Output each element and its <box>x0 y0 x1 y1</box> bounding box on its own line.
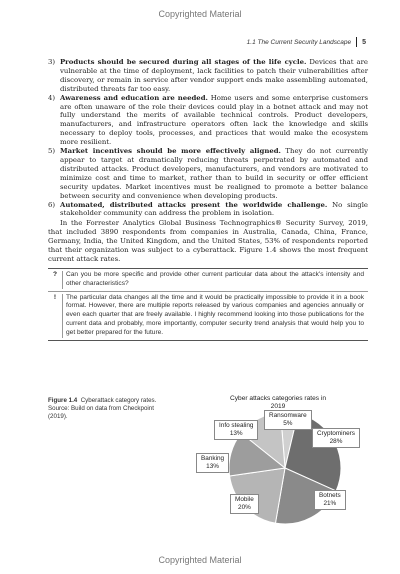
list-number: 6) <box>48 200 56 209</box>
list-heading: Awareness and education are needed. <box>60 93 208 102</box>
list-body: They do not currently appear to target at dramatically reducing threats perpetrated by automated and distributed attacks. Product developers, manufacturers, and vendors are motivated to minimize cost and time to market, rather than to build in security or offer efficient security updates. Market incentives must be realigned to promote a better balance between security and convenience when developing products. <box>60 147 368 200</box>
slice-name: Info stealing <box>219 422 254 429</box>
page-number: 5 <box>362 38 366 46</box>
slice-value: 20% <box>238 504 251 511</box>
slice-label-cryptominers <box>312 428 360 448</box>
survey-paragraph: In the Forrester Analytics Global Business Technographics® Security Survey, 2019, that included 3890 respondents from companies in Australia, Canada, China, France, Germany, India, the United Kingdom, and the United States, 53% of respondents reported that their organization was subject to a cyberattack. Figure 1.4 shows the most frequent current attack rates. <box>48 219 368 263</box>
question-mark-icon: ? <box>52 271 58 278</box>
slice-value: 5% <box>283 420 293 427</box>
list-body: Home users and some enterprise customers are often unaware of the role their devices could play in a botnet attack and may not fully understand the merits of available technical controls. Product developers, manufacturers, and infrastructure operators often lack the knowledge and skills necessary to deploy tools, processes, and practices that would make the ecosystem more resilient. <box>60 93 368 147</box>
copyright-top: Copyrighted Material <box>158 9 242 19</box>
list-number: 4) <box>48 93 56 102</box>
slice-name: Botnets <box>319 492 341 499</box>
slice-value: 21% <box>323 500 337 507</box>
question-text: Can you be more specific and provide other current particular data about the attack's intensity and other characteristics? <box>62 271 368 289</box>
slice-name: Banking <box>201 455 225 462</box>
slice-value: 13% <box>229 430 243 437</box>
list-number: 3) <box>48 58 56 66</box>
slice-value: 28% <box>329 438 343 445</box>
slice-label-mobile <box>230 494 259 514</box>
figure-caption-text: Cyberattack category rates. Source: Build on data from Checkpoint (2019). <box>48 397 157 420</box>
slice-value: 13% <box>206 463 219 470</box>
slice-label-ransomware <box>264 410 312 430</box>
list-number: 5) <box>48 147 56 156</box>
list-body: Devices that are vulnerable at the time of deployment, lack facilities to patch their vulnerabilities after discovery, or remain in service after vendor support ends make assembling automated, distributed threats far too easy. <box>60 58 368 93</box>
list-body: No single stakeholder community can address the problem in isolation. <box>60 200 368 218</box>
chart-title: Cyber attacks categories rates in 2019 <box>229 395 327 410</box>
slice-name: Ransomware <box>269 412 307 419</box>
list-heading: Products should be secured during all stages of the life cycle. <box>60 58 307 66</box>
slice-name: Cryptominers <box>317 430 355 437</box>
slice-label-botnets <box>314 490 346 510</box>
list-heading: Market incentives should be more effectively aligned. <box>60 147 281 156</box>
copyright-bottom: Copyrighted Material <box>158 555 242 565</box>
answer-text: The particular data changes all the time and it would be practically impossible to provide it in a book format. However, there are multiple reports released by various companies and agencies annually or even each quarter that are freely available. I highly recommend looking into those publications for the current data and probably, more importantly, computer security trend analysis that would help you to get better prepared for the future. <box>62 294 368 338</box>
figure-label: Figure 1.4 <box>48 397 78 404</box>
slice-label-info-stealing <box>214 420 258 440</box>
slice-label-banking <box>196 453 229 473</box>
list-heading: Automated, distributed attacks present the worldwide challenge. <box>60 200 328 209</box>
section-title: 1.1 The Current Security Landscape <box>246 38 352 46</box>
exclamation-icon: ! <box>53 293 57 301</box>
slice-name: Mobile <box>235 496 254 503</box>
